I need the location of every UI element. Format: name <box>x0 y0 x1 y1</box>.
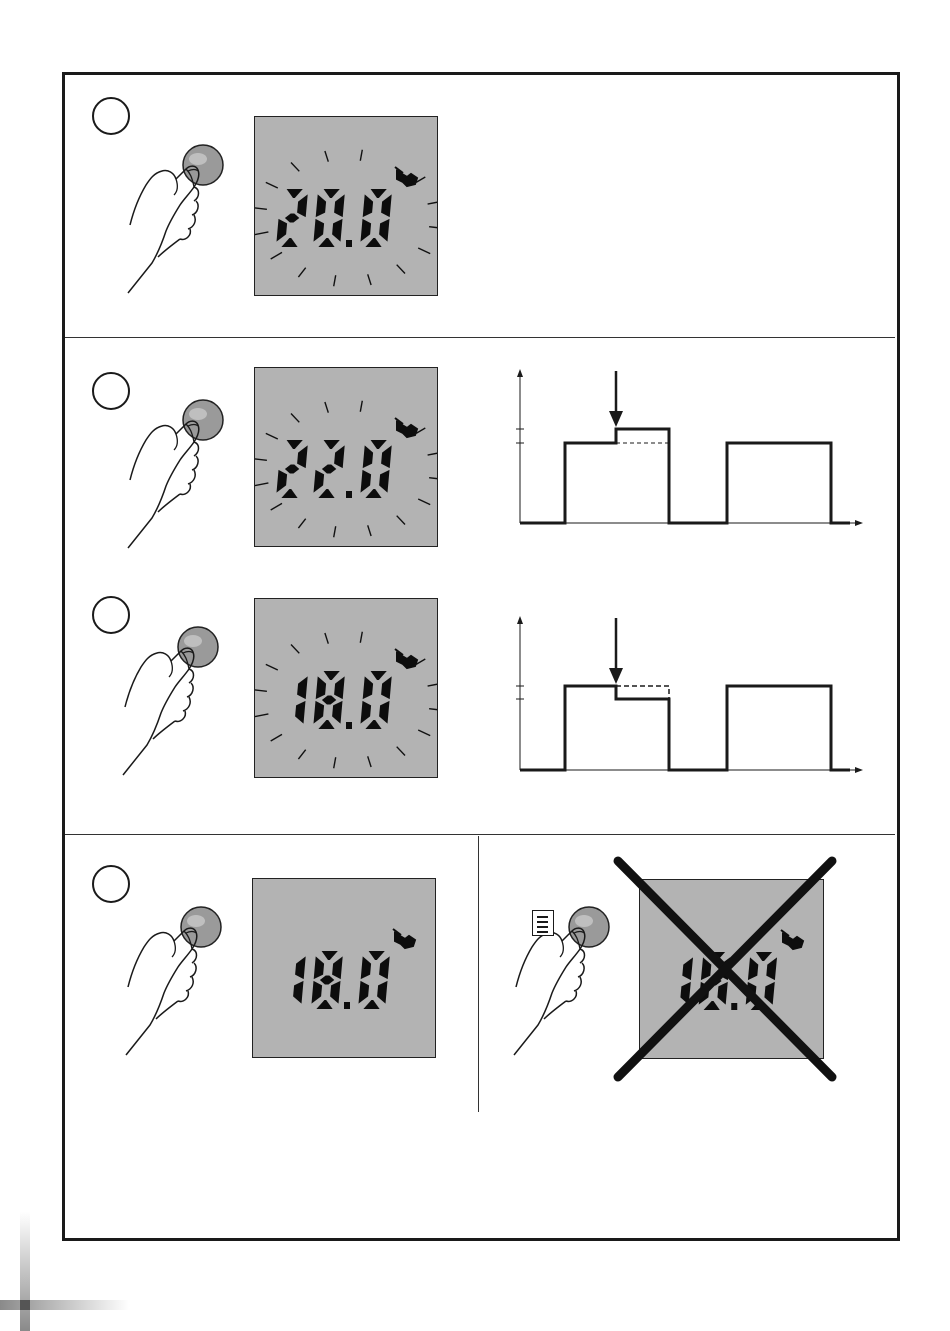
blink-ray <box>334 757 336 768</box>
blink-ray <box>271 252 282 259</box>
lcd-display <box>254 598 438 778</box>
lcd-segment <box>365 238 381 247</box>
lcd-segment <box>324 440 340 449</box>
lcd-segment <box>379 219 389 242</box>
lcd-segment <box>287 440 303 449</box>
lcd-decimal-point <box>344 1002 350 1009</box>
menu-list-icon <box>532 910 554 936</box>
lcd-segment <box>704 1001 720 1010</box>
blink-ray <box>255 714 268 717</box>
lcd-segment <box>281 489 297 498</box>
lcd-segment <box>365 720 381 729</box>
lcd-segment <box>277 470 288 493</box>
blink-ray <box>334 526 336 537</box>
lcd-segment <box>361 956 371 979</box>
lcd-segment <box>293 981 303 1004</box>
lcd-segment <box>332 701 342 724</box>
hand-pointer-icon <box>118 905 230 1064</box>
blink-ray <box>429 227 437 229</box>
blink-ray <box>418 499 430 505</box>
lcd-segment <box>314 470 325 493</box>
section-divider-1 <box>65 337 895 338</box>
schedule-line <box>520 429 850 523</box>
lcd-decimal-point <box>346 722 352 729</box>
lcd-decimal-point <box>346 240 352 247</box>
override-arrow-head <box>609 668 623 684</box>
lcd-segment <box>285 214 299 223</box>
section-divider-vertical <box>478 836 479 1112</box>
lcd-segment <box>285 465 299 474</box>
blink-ray <box>334 275 336 286</box>
lcd-segment <box>318 238 334 247</box>
lcd-segment <box>359 981 370 1004</box>
lcd-segment <box>756 952 772 961</box>
lcd-display <box>254 367 438 547</box>
blink-ray <box>397 747 405 756</box>
lcd-segment <box>379 470 389 493</box>
lcd-segment <box>318 720 334 729</box>
lcd-hand-symbol-icon <box>393 929 415 948</box>
lcd-segment <box>707 977 721 986</box>
blink-ray <box>428 201 437 204</box>
lcd-segment <box>297 194 308 217</box>
blink-ray <box>325 402 328 413</box>
lcd-segment <box>314 701 325 724</box>
lcd-segment <box>322 951 338 960</box>
blink-ray <box>418 248 430 254</box>
lcd-decimal-point <box>731 1003 737 1010</box>
lcd-segment <box>322 696 336 705</box>
blink-ray <box>397 516 405 525</box>
lcd-segment <box>332 956 343 979</box>
lcd-segment <box>324 671 340 680</box>
blink-ray <box>255 459 267 461</box>
lcd-display <box>639 879 824 1059</box>
hand-pointer-icon <box>115 625 227 784</box>
blink-ray <box>325 151 328 162</box>
blink-ray <box>397 265 405 274</box>
schedule-graph-lower <box>505 612 870 782</box>
hand-pointer-icon <box>120 398 232 557</box>
lcd-segment <box>314 219 325 242</box>
blink-ray <box>266 664 278 670</box>
hand-pointer-icon <box>120 143 232 302</box>
lcd-hand-symbol-icon <box>395 649 417 668</box>
lcd-segment <box>316 1000 332 1009</box>
lcd-segment <box>277 219 288 242</box>
corner-mark <box>20 1300 30 1310</box>
blink-ray <box>325 633 328 644</box>
lcd-segment <box>365 489 381 498</box>
lcd-decimal-point <box>346 491 352 498</box>
blink-ray <box>255 483 268 486</box>
lcd-segment <box>363 445 373 468</box>
blink-ray <box>368 274 371 285</box>
blink-ray <box>291 645 299 654</box>
blink-ray <box>266 182 278 188</box>
x-axis-arrow <box>855 767 863 773</box>
lcd-segment <box>334 445 345 468</box>
blink-ray <box>291 163 299 172</box>
step-circle-1 <box>92 97 130 135</box>
lcd-segment <box>381 676 392 699</box>
lcd-segment <box>699 982 710 1005</box>
lcd-segment <box>281 238 297 247</box>
lcd-segment <box>297 445 308 468</box>
lcd-segment <box>322 465 336 474</box>
blink-ray <box>360 401 362 412</box>
lcd-segment <box>371 440 387 449</box>
corner-mark <box>20 1212 30 1331</box>
lcd-segment <box>314 956 324 979</box>
override-arrow-head <box>609 411 623 427</box>
x-axis-arrow <box>855 520 863 526</box>
blink-ray <box>360 632 362 643</box>
hand-pointer-icon <box>506 905 618 1064</box>
lcd-segment <box>295 956 306 979</box>
lcd-segment <box>324 189 340 198</box>
lcd-segment <box>764 982 774 1005</box>
lcd-segment <box>701 957 711 980</box>
lcd-display <box>252 878 436 1058</box>
blink-ray <box>255 232 268 235</box>
lcd-segment <box>748 957 758 980</box>
lcd-segment <box>751 1001 767 1010</box>
lcd-hand-symbol-icon <box>395 418 417 437</box>
lcd-segment <box>369 951 385 960</box>
lcd-segment <box>371 671 387 680</box>
lcd-segment <box>709 952 725 961</box>
blink-ray <box>360 150 362 161</box>
y-axis-arrow <box>517 369 523 377</box>
step-circle-4 <box>92 865 130 903</box>
blink-ray <box>298 750 305 759</box>
lcd-display <box>254 116 438 296</box>
blink-ray <box>428 452 437 455</box>
lcd-segment <box>363 1000 379 1009</box>
lcd-segment <box>363 194 373 217</box>
lcd-segment <box>719 957 730 980</box>
lcd-segment <box>330 981 340 1004</box>
original-level-dashed <box>616 686 669 699</box>
blink-ray <box>271 734 282 741</box>
schedule-line <box>520 686 850 770</box>
lcd-segment <box>287 189 303 198</box>
lcd-segment <box>361 219 372 242</box>
lcd-segment <box>334 676 345 699</box>
blink-ray <box>266 433 278 439</box>
blink-ray <box>298 268 305 277</box>
lcd-segment <box>297 676 308 699</box>
blink-ray <box>368 756 371 767</box>
lcd-segment <box>379 701 389 724</box>
lcd-segment <box>318 489 334 498</box>
y-axis-arrow <box>517 616 523 624</box>
lcd-segment <box>316 194 326 217</box>
blink-ray <box>291 414 299 423</box>
lcd-segment <box>334 194 345 217</box>
blink-ray <box>255 690 267 692</box>
lcd-segment <box>381 445 392 468</box>
lcd-segment <box>361 701 372 724</box>
schedule-graph-raise <box>505 365 870 535</box>
lcd-segment <box>746 982 757 1005</box>
blink-ray <box>255 208 267 210</box>
lcd-segment <box>680 982 690 1005</box>
lcd-segment <box>320 976 334 985</box>
blink-ray <box>428 683 437 686</box>
lcd-hand-symbol-icon <box>781 930 803 949</box>
blink-ray <box>429 478 437 480</box>
blink-ray <box>368 525 371 536</box>
blink-ray <box>298 519 305 528</box>
blink-ray <box>418 730 430 736</box>
lcd-segment <box>381 194 392 217</box>
lcd-segment <box>377 981 387 1004</box>
lcd-segment <box>316 676 326 699</box>
lcd-hand-symbol-icon <box>395 167 417 186</box>
lcd-segment <box>332 219 342 242</box>
blink-ray <box>271 503 282 510</box>
lcd-segment <box>361 470 372 493</box>
lcd-segment <box>312 981 323 1004</box>
lcd-segment <box>682 957 693 980</box>
lcd-segment <box>363 676 373 699</box>
blink-ray <box>429 709 437 711</box>
lcd-segment <box>717 982 727 1005</box>
lcd-segment <box>371 189 387 198</box>
section-divider-2 <box>65 834 895 835</box>
lcd-segment <box>295 701 305 724</box>
lcd-segment <box>379 956 390 979</box>
lcd-segment <box>766 957 777 980</box>
